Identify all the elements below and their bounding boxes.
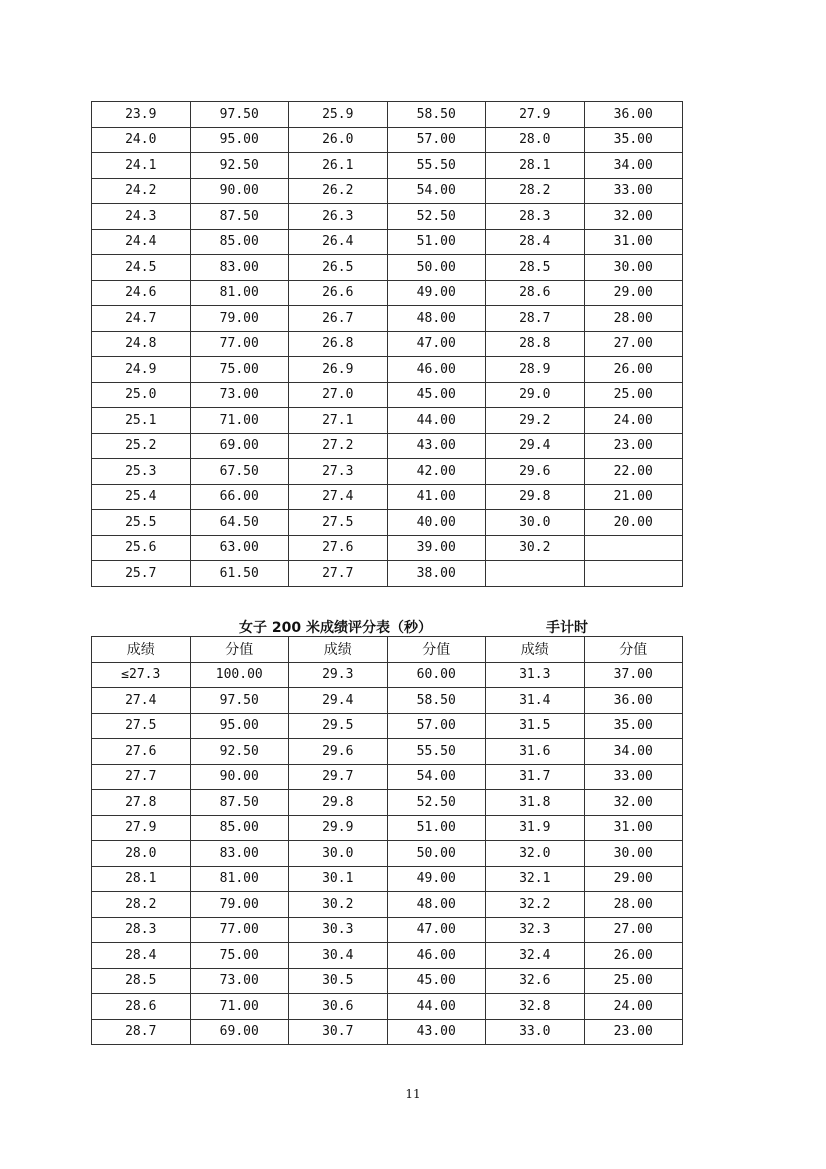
table-row bbox=[92, 764, 683, 790]
result-cell: 24.6 bbox=[92, 280, 191, 306]
score-cell: 49.00 bbox=[387, 866, 486, 892]
result-cell: 24.2 bbox=[92, 178, 191, 204]
result-cell: 27.1 bbox=[289, 408, 388, 434]
score-cell: 30.00 bbox=[584, 255, 683, 281]
result-cell: 25.6 bbox=[92, 535, 191, 561]
score-cell: 45.00 bbox=[387, 382, 486, 408]
result-cell: 29.6 bbox=[486, 459, 585, 485]
result-cell: 32.3 bbox=[486, 917, 585, 943]
score-cell: 48.00 bbox=[387, 892, 486, 918]
table-row bbox=[92, 561, 683, 587]
score-cell: 85.00 bbox=[190, 229, 289, 255]
table-row bbox=[92, 204, 683, 230]
result-cell: 24.0 bbox=[92, 127, 191, 153]
score-cell: 52.50 bbox=[387, 204, 486, 230]
result-cell: 26.3 bbox=[289, 204, 388, 230]
score-cell: 27.00 bbox=[584, 331, 683, 357]
score-cell: 67.50 bbox=[190, 459, 289, 485]
score-cell: 35.00 bbox=[584, 127, 683, 153]
table-row bbox=[92, 127, 683, 153]
result-cell: 28.2 bbox=[92, 892, 191, 918]
score-cell: 20.00 bbox=[584, 510, 683, 536]
score-cell: 77.00 bbox=[190, 331, 289, 357]
table-row bbox=[92, 815, 683, 841]
score-cell bbox=[584, 535, 683, 561]
score-cell: 58.50 bbox=[387, 102, 486, 128]
result-cell: 32.0 bbox=[486, 841, 585, 867]
result-cell: 30.6 bbox=[289, 994, 388, 1020]
result-cell: 25.4 bbox=[92, 484, 191, 510]
table-row bbox=[92, 102, 683, 128]
result-cell: 26.2 bbox=[289, 178, 388, 204]
result-cell: 26.4 bbox=[289, 229, 388, 255]
result-cell: 27.6 bbox=[289, 535, 388, 561]
result-cell: 25.2 bbox=[92, 433, 191, 459]
score-cell: 61.50 bbox=[190, 561, 289, 587]
score-cell: 32.00 bbox=[584, 790, 683, 816]
score-cell: 23.00 bbox=[584, 1019, 683, 1045]
score-cell: 57.00 bbox=[387, 713, 486, 739]
result-cell: 30.3 bbox=[289, 917, 388, 943]
score-cell: 23.00 bbox=[584, 433, 683, 459]
result-cell: 29.8 bbox=[486, 484, 585, 510]
result-cell: 32.6 bbox=[486, 968, 585, 994]
score-cell: 69.00 bbox=[190, 433, 289, 459]
score-cell bbox=[584, 561, 683, 587]
result-cell: 27.3 bbox=[289, 459, 388, 485]
page-number: 11 bbox=[405, 1087, 421, 1101]
score-cell: 26.00 bbox=[584, 943, 683, 969]
table-row bbox=[92, 1019, 683, 1045]
table-row bbox=[92, 408, 683, 434]
result-cell: 24.3 bbox=[92, 204, 191, 230]
section-heading bbox=[91, 617, 683, 635]
score-cell: 45.00 bbox=[387, 968, 486, 994]
result-cell: 31.9 bbox=[486, 815, 585, 841]
score-cell: 44.00 bbox=[387, 408, 486, 434]
result-cell: 27.4 bbox=[289, 484, 388, 510]
result-cell: 23.9 bbox=[92, 102, 191, 128]
result-cell: 30.5 bbox=[289, 968, 388, 994]
score-cell: 87.50 bbox=[190, 790, 289, 816]
result-cell: 29.6 bbox=[289, 739, 388, 765]
table-row bbox=[92, 968, 683, 994]
table-row bbox=[92, 255, 683, 281]
result-cell: 29.5 bbox=[289, 713, 388, 739]
score-cell: 97.50 bbox=[190, 688, 289, 714]
table-row bbox=[92, 331, 683, 357]
table-row bbox=[92, 153, 683, 179]
score-cell: 73.00 bbox=[190, 382, 289, 408]
result-cell: 26.5 bbox=[289, 255, 388, 281]
score-cell: 31.00 bbox=[584, 815, 683, 841]
score-cell: 66.00 bbox=[190, 484, 289, 510]
table-row bbox=[92, 713, 683, 739]
score-cell: 29.00 bbox=[584, 280, 683, 306]
score-cell: 51.00 bbox=[387, 229, 486, 255]
header-row bbox=[92, 637, 683, 663]
score-cell: 28.00 bbox=[584, 306, 683, 332]
result-cell: 24.4 bbox=[92, 229, 191, 255]
result-cell: 30.0 bbox=[486, 510, 585, 536]
result-cell: 26.7 bbox=[289, 306, 388, 332]
score-cell: 24.00 bbox=[584, 994, 683, 1020]
score-table-body bbox=[92, 662, 683, 1045]
result-cell: 24.5 bbox=[92, 255, 191, 281]
score-cell: 52.50 bbox=[387, 790, 486, 816]
score-cell: 29.00 bbox=[584, 866, 683, 892]
score-cell: 49.00 bbox=[387, 280, 486, 306]
score-cell: 92.50 bbox=[190, 153, 289, 179]
score-cell: 69.00 bbox=[190, 1019, 289, 1045]
score-cell: 90.00 bbox=[190, 178, 289, 204]
result-cell: 25.5 bbox=[92, 510, 191, 536]
result-cell: 24.7 bbox=[92, 306, 191, 332]
result-cell: 31.3 bbox=[486, 662, 585, 688]
result-cell: 28.5 bbox=[92, 968, 191, 994]
result-cell: 28.0 bbox=[486, 127, 585, 153]
result-cell: 24.1 bbox=[92, 153, 191, 179]
result-cell: 26.1 bbox=[289, 153, 388, 179]
score-table-continued bbox=[91, 101, 683, 587]
result-cell: 31.8 bbox=[486, 790, 585, 816]
result-cell: 25.7 bbox=[92, 561, 191, 587]
score-cell: 64.50 bbox=[190, 510, 289, 536]
score-cell: 79.00 bbox=[190, 892, 289, 918]
score-cell: 24.00 bbox=[584, 408, 683, 434]
score-cell: 25.00 bbox=[584, 382, 683, 408]
score-cell: 33.00 bbox=[584, 178, 683, 204]
table-row bbox=[92, 662, 683, 688]
women-200m-score-table bbox=[91, 636, 683, 1045]
result-cell: ≤27.3 bbox=[92, 662, 191, 688]
score-cell: 39.00 bbox=[387, 535, 486, 561]
score-cell: 25.00 bbox=[584, 968, 683, 994]
score-cell: 35.00 bbox=[584, 713, 683, 739]
score-cell: 57.00 bbox=[387, 127, 486, 153]
score-cell: 46.00 bbox=[387, 357, 486, 383]
result-cell: 31.6 bbox=[486, 739, 585, 765]
score-cell: 54.00 bbox=[387, 178, 486, 204]
result-cell: 29.4 bbox=[289, 688, 388, 714]
result-cell: 29.7 bbox=[289, 764, 388, 790]
score-cell: 63.00 bbox=[190, 535, 289, 561]
result-cell: 29.0 bbox=[486, 382, 585, 408]
score-cell: 55.50 bbox=[387, 153, 486, 179]
result-cell: 28.0 bbox=[92, 841, 191, 867]
result-cell: 27.7 bbox=[289, 561, 388, 587]
score-cell: 73.00 bbox=[190, 968, 289, 994]
score-cell: 31.00 bbox=[584, 229, 683, 255]
result-cell: 27.2 bbox=[289, 433, 388, 459]
score-cell: 43.00 bbox=[387, 433, 486, 459]
score-cell: 21.00 bbox=[584, 484, 683, 510]
result-cell: 26.8 bbox=[289, 331, 388, 357]
result-cell: 28.9 bbox=[486, 357, 585, 383]
score-cell: 41.00 bbox=[387, 484, 486, 510]
score-cell: 90.00 bbox=[190, 764, 289, 790]
result-cell: 27.5 bbox=[289, 510, 388, 536]
result-cell: 30.1 bbox=[289, 866, 388, 892]
score-cell: 40.00 bbox=[387, 510, 486, 536]
score-cell: 50.00 bbox=[387, 255, 486, 281]
score-cell: 83.00 bbox=[190, 255, 289, 281]
score-cell: 22.00 bbox=[584, 459, 683, 485]
score-cell: 37.00 bbox=[584, 662, 683, 688]
result-cell: 26.0 bbox=[289, 127, 388, 153]
result-cell: 26.6 bbox=[289, 280, 388, 306]
score-cell: 38.00 bbox=[387, 561, 486, 587]
table-row bbox=[92, 943, 683, 969]
table-row bbox=[92, 739, 683, 765]
table-row bbox=[92, 433, 683, 459]
score-cell: 54.00 bbox=[387, 764, 486, 790]
result-cell: 27.4 bbox=[92, 688, 191, 714]
result-cell: 32.4 bbox=[486, 943, 585, 969]
result-cell: 28.5 bbox=[486, 255, 585, 281]
result-cell: 30.7 bbox=[289, 1019, 388, 1045]
score-cell: 85.00 bbox=[190, 815, 289, 841]
score-cell: 71.00 bbox=[190, 408, 289, 434]
result-cell: 27.9 bbox=[92, 815, 191, 841]
score-cell: 43.00 bbox=[387, 1019, 486, 1045]
result-cell: 29.8 bbox=[289, 790, 388, 816]
result-cell: 30.2 bbox=[486, 535, 585, 561]
result-cell: 27.8 bbox=[92, 790, 191, 816]
score-cell: 79.00 bbox=[190, 306, 289, 332]
result-cell: 27.5 bbox=[92, 713, 191, 739]
result-cell: 30.2 bbox=[289, 892, 388, 918]
table-row bbox=[92, 280, 683, 306]
result-cell: 25.1 bbox=[92, 408, 191, 434]
result-cell: 28.8 bbox=[486, 331, 585, 357]
result-cell: 25.3 bbox=[92, 459, 191, 485]
score-cell: 47.00 bbox=[387, 917, 486, 943]
result-cell: 28.7 bbox=[92, 1019, 191, 1045]
result-cell: 27.6 bbox=[92, 739, 191, 765]
table-row bbox=[92, 459, 683, 485]
score-cell: 97.50 bbox=[190, 102, 289, 128]
score-cell: 46.00 bbox=[387, 943, 486, 969]
table-row bbox=[92, 892, 683, 918]
table-row bbox=[92, 535, 683, 561]
score-cell: 58.50 bbox=[387, 688, 486, 714]
result-cell: 29.9 bbox=[289, 815, 388, 841]
score-cell: 44.00 bbox=[387, 994, 486, 1020]
table-row bbox=[92, 306, 683, 332]
result-cell: 28.4 bbox=[486, 229, 585, 255]
header-score: 分值 bbox=[584, 637, 683, 663]
score-cell: 60.00 bbox=[387, 662, 486, 688]
score-cell: 47.00 bbox=[387, 331, 486, 357]
result-cell: 28.6 bbox=[92, 994, 191, 1020]
score-cell: 77.00 bbox=[190, 917, 289, 943]
score-cell: 81.00 bbox=[190, 280, 289, 306]
result-cell: 28.3 bbox=[92, 917, 191, 943]
result-cell: 30.0 bbox=[289, 841, 388, 867]
table-row bbox=[92, 790, 683, 816]
score-cell: 83.00 bbox=[190, 841, 289, 867]
score-cell: 42.00 bbox=[387, 459, 486, 485]
result-cell: 28.2 bbox=[486, 178, 585, 204]
header-result: 成绩 bbox=[486, 637, 585, 663]
score-cell: 92.50 bbox=[190, 739, 289, 765]
result-cell: 29.2 bbox=[486, 408, 585, 434]
result-cell: 32.1 bbox=[486, 866, 585, 892]
result-cell: 27.9 bbox=[486, 102, 585, 128]
result-cell: 31.5 bbox=[486, 713, 585, 739]
result-cell: 27.0 bbox=[289, 382, 388, 408]
score-cell: 75.00 bbox=[190, 943, 289, 969]
score-cell: 26.00 bbox=[584, 357, 683, 383]
result-cell: 31.7 bbox=[486, 764, 585, 790]
score-cell: 33.00 bbox=[584, 764, 683, 790]
header-result: 成绩 bbox=[92, 637, 191, 663]
result-cell: 26.9 bbox=[289, 357, 388, 383]
table-row bbox=[92, 178, 683, 204]
result-cell: 28.4 bbox=[92, 943, 191, 969]
table-row bbox=[92, 917, 683, 943]
score-cell: 75.00 bbox=[190, 357, 289, 383]
result-cell: 27.7 bbox=[92, 764, 191, 790]
table-row bbox=[92, 688, 683, 714]
result-cell: 31.4 bbox=[486, 688, 585, 714]
score-cell: 50.00 bbox=[387, 841, 486, 867]
result-cell bbox=[486, 561, 585, 587]
result-cell: 28.1 bbox=[92, 866, 191, 892]
score-cell: 32.00 bbox=[584, 204, 683, 230]
result-cell: 29.4 bbox=[486, 433, 585, 459]
result-cell: 32.8 bbox=[486, 994, 585, 1020]
table-row bbox=[92, 866, 683, 892]
table-row bbox=[92, 994, 683, 1020]
table-row bbox=[92, 357, 683, 383]
result-cell: 32.2 bbox=[486, 892, 585, 918]
result-cell: 24.8 bbox=[92, 331, 191, 357]
result-cell: 28.6 bbox=[486, 280, 585, 306]
score-cell: 30.00 bbox=[584, 841, 683, 867]
score-cell: 51.00 bbox=[387, 815, 486, 841]
result-cell: 24.9 bbox=[92, 357, 191, 383]
result-cell: 25.0 bbox=[92, 382, 191, 408]
header-score: 分值 bbox=[190, 637, 289, 663]
score-cell: 55.50 bbox=[387, 739, 486, 765]
score-cell: 34.00 bbox=[584, 739, 683, 765]
header-score: 分值 bbox=[387, 637, 486, 663]
table-row bbox=[92, 510, 683, 536]
score-cell: 36.00 bbox=[584, 102, 683, 128]
score-cell: 27.00 bbox=[584, 917, 683, 943]
table-row bbox=[92, 382, 683, 408]
score-table-body bbox=[92, 102, 683, 587]
result-cell: 28.7 bbox=[486, 306, 585, 332]
score-cell: 87.50 bbox=[190, 204, 289, 230]
score-cell: 95.00 bbox=[190, 127, 289, 153]
result-cell: 28.1 bbox=[486, 153, 585, 179]
header-result: 成绩 bbox=[289, 637, 388, 663]
table-row bbox=[92, 229, 683, 255]
table-header bbox=[92, 637, 683, 663]
score-cell: 100.00 bbox=[190, 662, 289, 688]
result-cell: 28.3 bbox=[486, 204, 585, 230]
table-row bbox=[92, 841, 683, 867]
score-cell: 81.00 bbox=[190, 866, 289, 892]
table-row bbox=[92, 484, 683, 510]
table-title: 女子 200 米成绩评分表（秒） bbox=[239, 620, 432, 636]
score-cell: 34.00 bbox=[584, 153, 683, 179]
score-cell: 48.00 bbox=[387, 306, 486, 332]
result-cell: 25.9 bbox=[289, 102, 388, 128]
score-cell: 95.00 bbox=[190, 713, 289, 739]
score-cell: 71.00 bbox=[190, 994, 289, 1020]
score-cell: 28.00 bbox=[584, 892, 683, 918]
score-cell: 36.00 bbox=[584, 688, 683, 714]
timing-note: 手计时 bbox=[546, 620, 588, 636]
result-cell: 29.3 bbox=[289, 662, 388, 688]
result-cell: 33.0 bbox=[486, 1019, 585, 1045]
result-cell: 30.4 bbox=[289, 943, 388, 969]
